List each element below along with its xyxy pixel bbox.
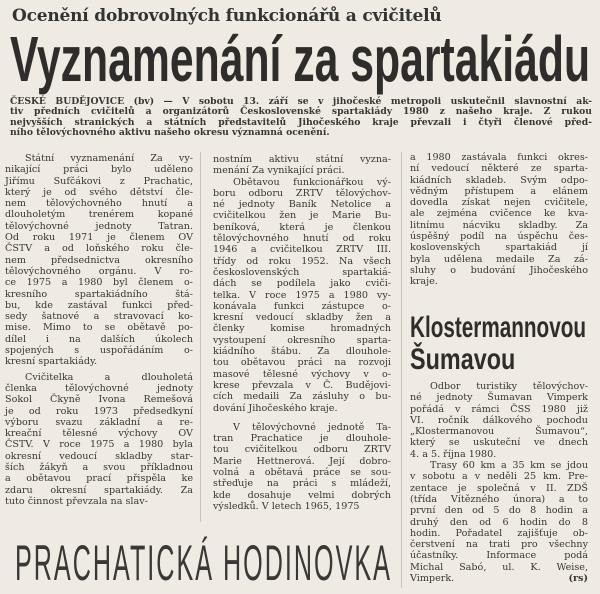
text-line: boru odboru ZRTV tělovýchov- <box>213 187 391 199</box>
text-line: sedy šatnové a stravovací ko- <box>5 311 193 323</box>
article-lead <box>10 97 592 139</box>
text-line: telka. V roce 1975 a 1980 vy- <box>213 289 391 301</box>
text-line: Jiřímu Sufčákovi z Prachatic, <box>5 175 193 187</box>
text-line: Odbor turistiky tělovýchov- <box>430 381 588 392</box>
text-line: beníková, která je členkou <box>213 221 391 233</box>
paragraph <box>213 177 391 414</box>
text-line: nem předsednictva okresního <box>5 254 193 266</box>
lead-line: ního tělovýchovného aktivu našeho okresu významná ocenění. <box>10 127 330 139</box>
text-line: tělovýchovného hnutí od roku <box>213 233 391 245</box>
text-line: cích medaili Za zásluhy o bu- <box>213 391 391 403</box>
text-line: Od roku 1971 je členem OV <box>5 232 193 244</box>
text-line: československých spartakiá- <box>213 266 391 278</box>
sidebar-article-body <box>410 381 588 584</box>
text-line: kresního spartakiádního štá- <box>5 288 193 300</box>
text-line: tělovýchovné jednoty Tatran. <box>5 220 193 232</box>
text-line: okresní vedoucí skladby star- <box>5 450 193 462</box>
text-line: „Klostermanovou Šumavou“, <box>410 426 588 438</box>
text-line: Trasy 60 km a 35 km se jdou <box>430 460 588 472</box>
column-divider <box>200 152 201 522</box>
text-line: né jednoty Baník Netolice a <box>213 199 391 211</box>
text-line: ale zejména cvičence ke kva- <box>410 208 588 220</box>
text-line: (třída Vítězného února) a to <box>410 493 588 505</box>
text-line: třídy od roku 1952. Na všech <box>213 255 391 267</box>
text-line: ní vedoucí některé ze sparta- <box>410 163 588 175</box>
lead-line: nejvyšších stranických a státních představitelů Jihočeského kraje převzali i čtyři členové před- <box>10 116 592 128</box>
paragraph <box>410 381 588 460</box>
text-line: nikající práci bylo uděleno <box>5 164 193 176</box>
text-line: 4. a 5. října 1980. <box>410 448 497 460</box>
article-column-1 <box>5 153 193 507</box>
text-line: masové tělesné výchovy v o- <box>213 368 391 380</box>
text-line: Cvičitelka a dlouholetá <box>25 371 193 383</box>
text-line: kiádního štábu. Za dlouhole- <box>213 346 391 358</box>
text-line: koslovenských spartakiád jí <box>410 242 588 254</box>
text-line: tou obětavou práci na rozvoji <box>213 357 391 369</box>
text-line: né jednoty Šumavan Vimperk <box>410 392 588 404</box>
text-line: dílel i na dalších úkolech <box>5 333 193 345</box>
paragraph <box>410 460 588 584</box>
lead-line: tiv předních cvičitelů a organizátorů Československé spartakiády 1980 z našeho kraje. Z rukou <box>10 106 592 118</box>
text-line: kiádních skladeb. Svým odpo- <box>410 174 588 186</box>
text-line: konávala funkci zástupce o- <box>213 300 391 312</box>
text-line: první den od 5 do 8 hodin a <box>410 505 588 517</box>
text-line: tran Prachatice je dlouhole- <box>213 433 391 445</box>
text-line: tělovýchovného orgánu. V ro- <box>5 265 193 277</box>
text-line: zdaru okresní spartakiády. Za <box>5 484 193 496</box>
text-line: nostním aktivu státní vyzna- <box>213 154 391 165</box>
text-line: dlouholetým trenérem kopané <box>5 209 193 221</box>
text-line: ce 1975 a 1980 byl členem o- <box>5 277 193 289</box>
text-line: kresní vedoucí skladby žen a <box>213 312 391 324</box>
text-line: 1946 a cvičitelkou ZRTV III. <box>213 244 391 256</box>
text-line: menání Za vynikající práci. <box>213 165 345 177</box>
text-line: čerstvení na trati pro všechny <box>410 539 588 551</box>
text-line: kresní spartakiády. <box>5 356 98 368</box>
text-line: členky komise hromadných <box>213 323 391 335</box>
text-line: kreační tělesné výchovy OV <box>5 428 193 440</box>
text-line: vědným přístupem a elánem <box>410 185 588 197</box>
text-line: dovedla získat nejen cvičitele, <box>410 197 588 209</box>
text-line: a 1980 zastávala funkci okres- <box>410 152 588 163</box>
text-line: nem tělovýchovného hnutí a <box>5 198 193 210</box>
text-line: zentace je společná v II. ZDŠ <box>410 482 588 494</box>
text-line: kde dosahuje velmi dobrých <box>213 489 391 501</box>
paragraph <box>213 154 391 177</box>
paragraph <box>5 372 193 508</box>
text-line: byla udělena medaile Za zá- <box>410 253 588 265</box>
text-line: který se uskuteční ve dnech <box>410 437 588 449</box>
text-line: ších žákyň a svou příkladnou <box>5 462 193 474</box>
text-line: ČSTV. V roce 1975 a 1980 byla <box>5 439 193 451</box>
text-line: Státní vyznamenání Za vy- <box>25 153 193 164</box>
text-line: volná a obětavá práce se sou- <box>213 467 391 479</box>
paragraph <box>410 152 588 288</box>
sidebar-headline-line-2: Šumavou <box>410 343 516 376</box>
text-line: hodin. Pořadatel zajišťuje ob- <box>410 527 588 539</box>
author-signature: (rs) <box>568 573 588 585</box>
text-line: dách se podílela jako cviči- <box>213 278 391 290</box>
text-line: Obětavou funkcionářkou vý- <box>233 176 391 188</box>
column-divider <box>401 152 402 588</box>
lead-line: ČESKÉ BUDĚJOVICE (bv) — V sobotu 13. září se v jihočeské metropoli uskutečnil slavnostní ak- <box>10 96 592 107</box>
text-line: účastníky. Informace podá <box>410 550 588 562</box>
article-headline: Vyznamenání za spartakiádu <box>10 23 591 95</box>
text-line: litnímu nácviku skladby. Za <box>410 219 588 231</box>
text-line: mise. Mimo to se obětavě po- <box>5 322 193 334</box>
sidebar-headline-line-1: Klostermannovou <box>410 311 587 344</box>
text-line: ČSTV a od loňského roku čle- <box>5 243 193 255</box>
text-line: výsledků. V letech 1965, 1975 <box>213 500 360 512</box>
article-kicker: Ocenění dobrovolných funkcionářů a cvičitelů <box>12 6 442 26</box>
text-line: spojených s uspořádáním o- <box>5 345 193 357</box>
text-line: pořádá v rámci ČSS 1980 již <box>410 403 588 415</box>
text-line: krese převzala v Č. Budějovi- <box>213 379 391 391</box>
text-line: Marie Hettnerová. Její dobro- <box>213 455 391 467</box>
article-column-2 <box>213 154 391 512</box>
text-line: cvičitelkou žen je Marie Bu- <box>213 210 391 222</box>
last-line-row <box>410 573 588 584</box>
text-line: V tělovýchovné jednotě Ta- <box>233 421 391 433</box>
text-line: střeďuje na práci s mládeží, <box>213 478 391 490</box>
text-line: který je od svého dětství čle- <box>5 186 193 198</box>
text-line: Michal Sabó, ul. K. Weise, <box>410 561 588 573</box>
next-article-headline: PRACHATICKÁ HODINOVKA <box>15 535 392 591</box>
text-line: sluhy o budování Jihočeského <box>410 264 588 276</box>
text-line: členka tělovýchovné jednoty <box>5 382 193 394</box>
text-line: tou cvičitelkou odboru ZRTV <box>213 444 391 456</box>
text-line: vystoupení okresního sparta- <box>213 334 391 346</box>
paragraph <box>213 422 391 512</box>
text-line: dování Jihočeského kraje. <box>213 402 338 414</box>
text-line: je od roku 1973 předsedkyní <box>5 405 193 417</box>
text-line: Sokol Čkyně Ivona Remešová <box>5 394 193 406</box>
text-line: kraje. <box>410 276 438 288</box>
paragraph <box>5 153 193 368</box>
text-line: bu, kde zastával funkci před- <box>5 299 193 311</box>
article-column-3 <box>410 152 588 288</box>
text-line: a obětavou prací přispěla ke <box>5 473 193 485</box>
text-line: Vimperk. <box>410 573 455 585</box>
text-line: výboru svazu základní a re- <box>5 416 193 428</box>
text-line: úspěšný podíl na úspěchu čes- <box>410 231 588 243</box>
text-line: v sobotu a v neděli 25 km. Pre- <box>410 471 588 483</box>
text-line: tuto činnost převzala na slav- <box>5 495 148 507</box>
text-line: druhý den od 6 hodin do 8 <box>410 516 588 528</box>
text-line: VI. ročník dálkového pochodu <box>410 414 588 426</box>
